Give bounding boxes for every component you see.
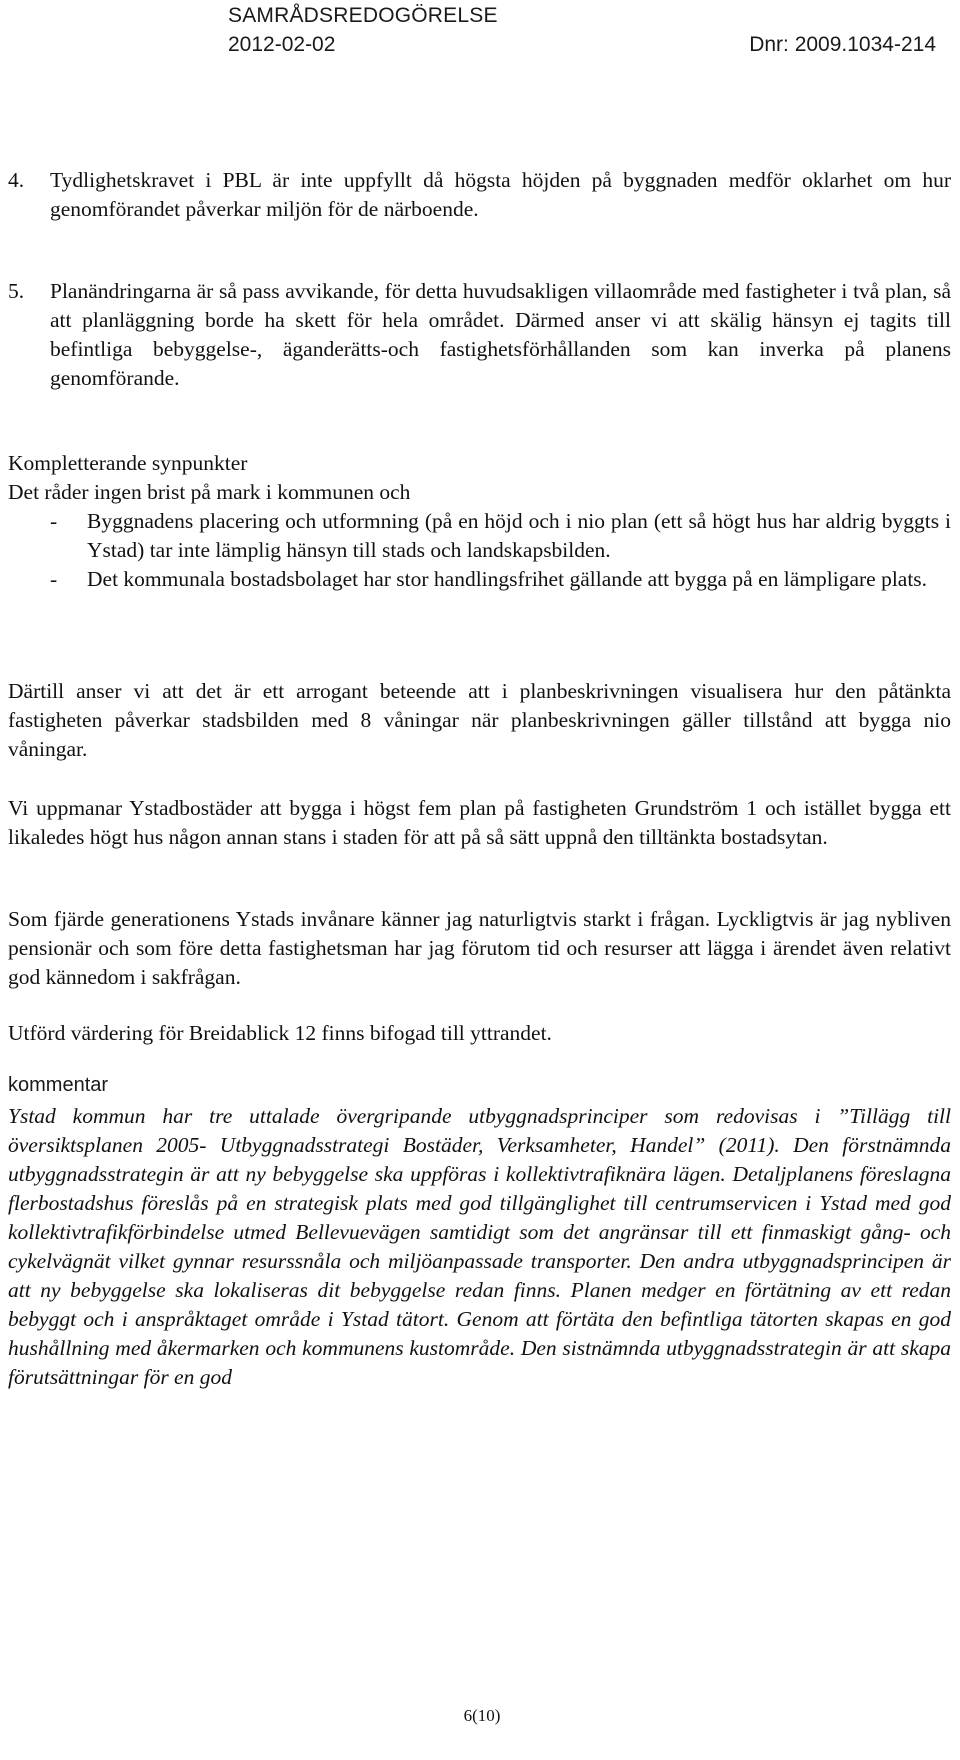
comment-section (8, 1071, 951, 1392)
supplementary-section (8, 449, 951, 594)
comment-text: Ystad kommun har tre uttalade övergripande utbyggnadsprinciper som redovisas i ”Tillägg till översiktsplanen 2005- Utbyggnadsstrategi Bostäder, Verksamheter, Handel” (2011). Den förstnämnda utbyggnadsstrategin är att ny bebyggelse ska uppföras i kollektivtrafiknära lägen. Detaljplanens föreslagna flerbostadshus föreslås på en strategisk plats med god tillgänglighet till centrumservicen i Ystad med god kollektivtrafikförbindelse utmed Bellevuevägen samtidigt som det angränsar till ett finmaskigt gång- och cykelvägnät vilket gynnar resurssnåla och miljöanpassade transporter. Den andra utbyggnadsprincipen är att ny bebyggelse ska lokaliseras dit bebyggelse redan finns. Planen medger en förtätning av ett redan bebyggt och i anspråktaget område i Ystad tätort. Genom att förtäta den befintliga tätorten skapas en god hushållning med åkermarken och kommunens kustområde. Den sistnämnda utbyggnadsstrategin är att skapa förutsättningar för en god (8, 1104, 951, 1389)
bullet-dash: - (50, 567, 58, 591)
comment-heading: kommentar (8, 1074, 109, 1096)
numbered-item-4 (8, 166, 951, 224)
paragraph-text: Därtill anser vi att det är ett arrogant beteende att i planbeskrivningen visualisera hur den påtänkta fastigheten påverkar stadsbilden med 8 våningar när planbeskrivningen gäller tillstånd att bygga nio våningar. (8, 679, 951, 761)
paragraph-text: Utförd värdering för Breidablick 12 finns bifogad till yttrandet. (8, 1021, 552, 1045)
item-number: 5. (8, 279, 25, 303)
page-footer (0, 1706, 960, 1726)
item-text: Tydlighetskravet i PBL är inte uppfyllt då högsta höjden på byggnaden medför oklarhet om hur genomförandet påverkar miljön för de närboende. (50, 168, 951, 221)
page-header (228, 4, 936, 57)
document-date: 2012-02-02 (228, 33, 336, 56)
paragraph (8, 1019, 951, 1048)
item-text: Planändringarna är så pass avvikande, för detta huvudsakligen villaområde med fastigheter i två plan, så att planläggning borde ha skett för hela området. Därmed anser vi att skälig hänsyn ej tagits till befintliga bebyggelse-, äganderätts-och fastighetsförhållanden som kan inverka på planens genomförande. (50, 279, 951, 390)
bullet-dash: - (50, 509, 58, 533)
paragraph (8, 794, 951, 852)
paragraph-text: Vi uppmanar Ystadbostäder att bygga i högst fem plan på fastigheten Grundström 1 och istället bygga ett likaledes högt hus någon annan stans i staden för att på så sätt uppnå den tilltänkta bostadsytan. (8, 796, 951, 849)
numbered-item-5 (8, 277, 951, 393)
bullet-text: Det kommunala bostadsbolaget har stor handlingsfrihet gällande att bygga på en lämpligare plats. (87, 567, 928, 591)
header-meta-row (228, 33, 936, 57)
bullet-text: Byggnadens placering och utformning (på en höjd och i nio plan (ett så högt hus har aldrig byggts i Ystad) tar inte lämplig hänsyn till stads och landskapsbilden. (87, 509, 951, 562)
supplementary-heading: Kompletterande synpunkter (8, 451, 248, 475)
item-number: 4. (8, 168, 25, 192)
document-reference-number: Dnr: 2009.1034-214 (749, 33, 936, 56)
bullet-item (50, 565, 951, 594)
paragraph-text: Som fjärde generationens Ystads invånare känner jag naturligtvis starkt i frågan. Lyckligtvis är jag nybliven pensionär och som före detta fastighetsman har jag förutom tid och resurser att lägga i ärendet även relativt god kännedom i sakfrågan. (8, 907, 951, 989)
paragraph (8, 905, 951, 992)
page-number: 6(10) (463, 1706, 501, 1725)
paragraph (8, 677, 951, 764)
bullet-item (50, 507, 951, 565)
supplementary-intro: Det råder ingen brist på mark i kommunen och (8, 480, 411, 504)
document-title: SAMRÅDSREDOGÖRELSE (228, 4, 498, 27)
